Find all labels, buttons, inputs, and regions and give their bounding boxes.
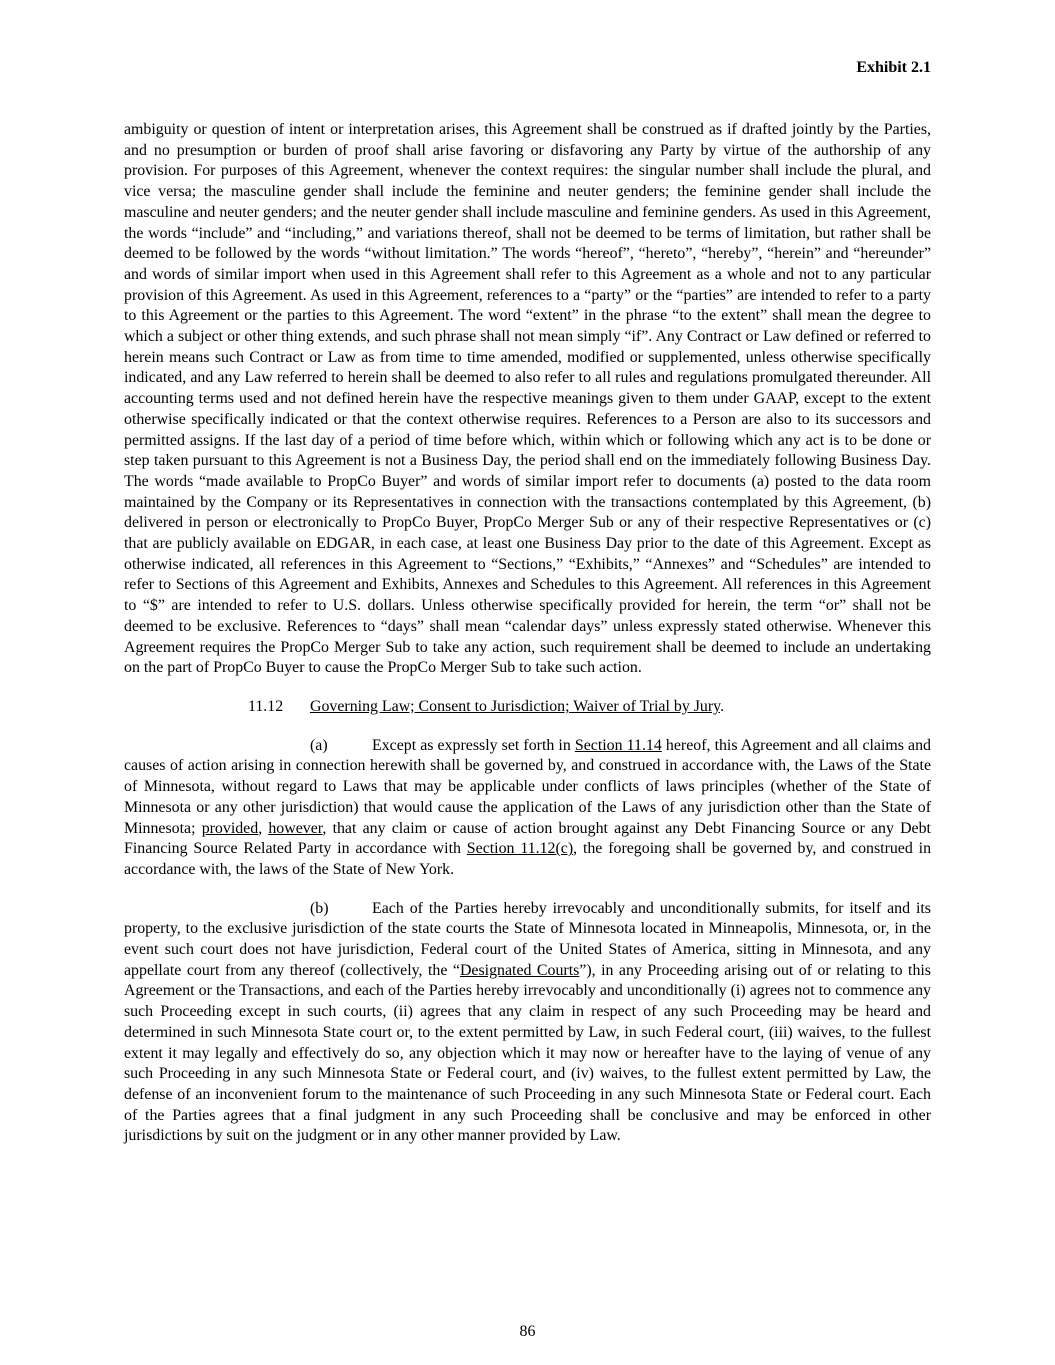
provided-term: provided xyxy=(201,819,259,837)
page-number: 86 xyxy=(519,1323,536,1340)
defined-term: Designated Courts xyxy=(459,961,580,979)
subsection-a-text: hereof, this Agreement and all claims and causes of action arising in connection herewith shall be governed by, and construed in accordance with, the Laws of the State of Minnesota, without regard to Laws that may be applicable under conflicts of laws principles (whether of the State of Minnesota or any other jurisdiction) that would cause the application of the Laws of any jurisdiction other than the State of Minnesota; xyxy=(124,736,931,837)
section-title-period: . xyxy=(720,697,725,715)
subsection-a xyxy=(124,736,931,881)
document-body xyxy=(124,120,931,1165)
section-number: 11.12 xyxy=(248,697,284,715)
section-title: Governing Law; Consent to Jurisdiction; Waiver of Trial by Jury xyxy=(310,697,721,715)
section-heading xyxy=(124,697,931,718)
exhibit-label: Exhibit 2.1 xyxy=(856,59,931,76)
subsection-a-label: (a) xyxy=(310,736,328,754)
subsection-b-label: (b) xyxy=(310,899,329,917)
subsection-a-text: , that any claim or cause of action brought against any Debt Financing Source or any Debt Financing Source Related Party in accordance with xyxy=(124,819,931,858)
continuation-paragraph: ambiguity or question of intent or interpretation arises, this Agreement shall be construed as if drafted jointly by the Parties, and no presumption or burden of proof shall arise favoring or disfavoring any Party by virtue of the authorship of any provision. For purposes of this Agreement, whenever the context requires: the singular number shall include the plural, and vice versa; the masculine gender shall include the feminine and neuter genders; the feminine gender shall include the masculine and neuter genders; and the neuter gender shall include masculine and feminine genders. As used in this Agreement, the words “include” and “including,” and variations thereof, shall not be deemed to be terms of limitation, but rather shall be deemed to be followed by the words “without limitation.” The words “hereof”, “hereto”, “hereby”, “herein” and “hereunder” and words of similar import when used in this Agreement shall refer to this Agreement as a whole and not to any particular provision of this Agreement. As used in this Agreement, references to a “party” or the “parties” are intended to refer to a party to this Agreement or the parties to this Agreement. The word “extent” in the phrase “to the extent” shall mean the degree to which a subject or other thing extends, and such phrase shall not mean simply “if”. Any Contract or Law defined or referred to herein means such Contract or Law as from time to time amended, modified or supplemented, unless otherwise specifically indicated, and any Law referred to herein shall be deemed to also refer to all rules and regulations promulgated thereunder. All accounting terms used and not defined herein have the respective meanings given to them under GAAP, except to the extent otherwise specifically indicated or that the context otherwise requires. References to a Person are also to its successors and permitted assigns. If the last day of a period of time before which, within which or following which any act is to be done or step taken pursuant to this Agreement is not a Business Day, the period shall end on the immediately following Business Day. The words “made available to PropCo Buyer” and words of similar import refer to documents (a) posted to the data room maintained by the Company or its Representatives in connection with the transactions contemplated by this Agreement, (b) delivered in person or electronically to PropCo Buyer, PropCo Merger Sub or any of their respective Representatives or (c) that are publicly available on EDGAR, in each case, at least one Business Day prior to the date of this Agreement. Except as otherwise indicated, all references in this Agreement to “Sections,” “Exhibits,” “Annexes” and “Schedules” are intended to refer to Sections of this Agreement and Exhibits, Annexes and Schedules to this Agreement. All references in this Agreement to “$” are intended to refer to U.S. dollars. Unless otherwise specifically provided for herein, the term “or” shall not be deemed to be exclusive. References to “days” shall mean “calendar days” unless expressly stated otherwise. Whenever this Agreement requires the PropCo Merger Sub to take any action, such requirement shall be deemed to include an undertaking on the part of PropCo Buyer to cause the PropCo Merger Sub to take such action. xyxy=(124,121,931,677)
subsection-a-text: , the foregoing shall be governed by, and construed in accordance with, the laws of the State of New York. xyxy=(124,840,932,878)
subsection-b xyxy=(124,899,931,1147)
subsection-a-text: Except as expressly set forth in xyxy=(372,736,575,754)
however-term: however xyxy=(268,819,323,837)
subsection-b-text: Each of the Parties hereby irrevocably and unconditionally submits, for itself and its property, to the exclusive jurisdiction of the state courts the State of Minnesota located in Minneapolis, Minnesota, or, in the event such court does not have jurisdiction, Federal court of the United States of America, sitting in Minnesota, and any appellate court from any thereof (collectively, the “ xyxy=(124,899,931,979)
subsection-b-text: ”), in any Proceeding arising out of or relating to this Agreement or the Transactions, and each of the Parties hereby irrevocably and unconditionally (i) agrees not to commence any such Proceeding except in such courts, (ii) agrees that any claim in respect of any such Proceeding may be heard and determined in such Minnesota State court or, to the extent permitted by Law, in such Federal court, (iii) waives, to the fullest extent it may legally and effectively do so, any objection which it may now or hereafter have to the laying of venue of any such Proceeding in any such Minnesota State or Federal court, and (iv) waives, to the fullest extent permitted by Law, the defense of an inconvenient forum to the maintenance of such Proceeding in any such Minnesota State or Federal court. Each of the Parties agrees that a final judgment in any such Proceeding shall be conclusive and may be enforced in other jurisdictions by suit on the judgment or in any other manner provided by Law. xyxy=(124,961,931,1145)
section-reference-link: Section 11.12(c) xyxy=(466,840,574,858)
subsection-a-text: , xyxy=(258,819,269,837)
section-reference-link: Section 11.14 xyxy=(574,736,662,754)
